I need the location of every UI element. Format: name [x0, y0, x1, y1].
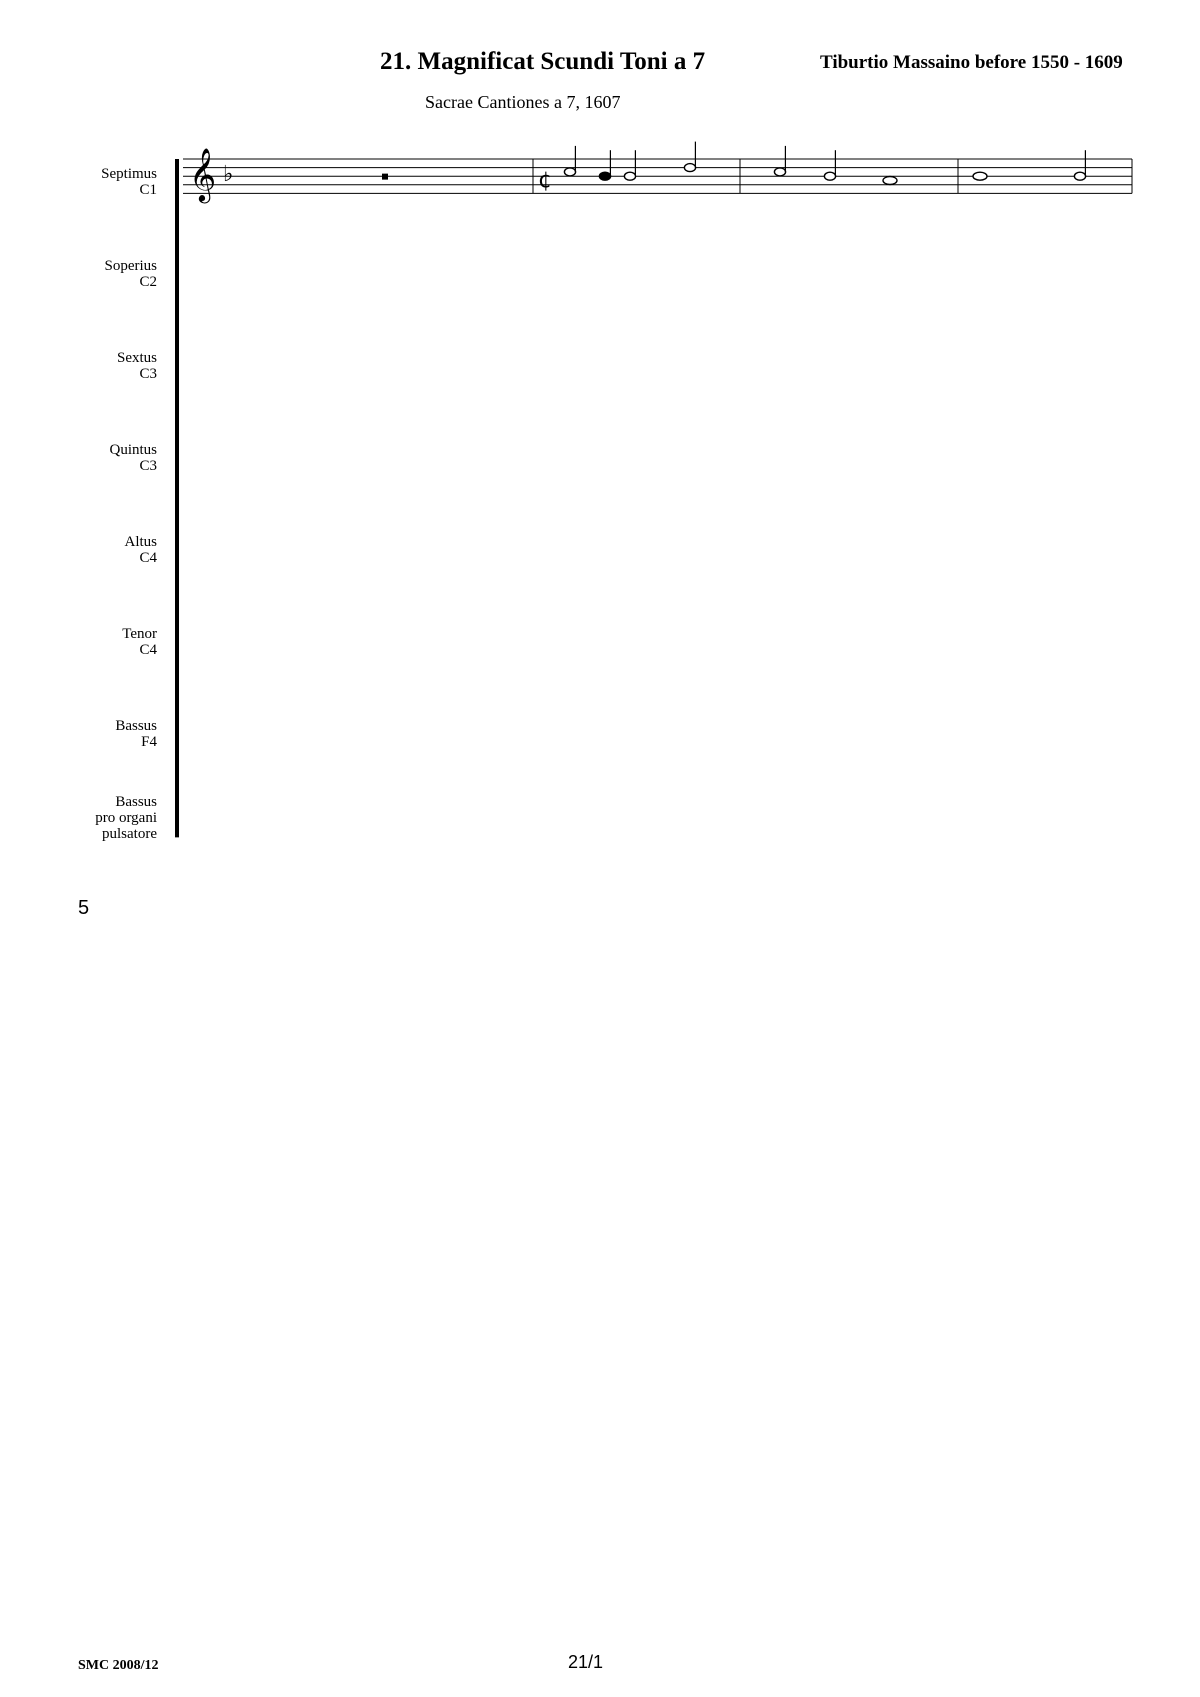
- voice-label-sextus: Sextus C3: [116, 350, 157, 382]
- voice-label-bassus-organ: Bassus pro organi pulsatore: [95, 794, 157, 842]
- note-head: [1074, 172, 1085, 180]
- voice-label-quintus: Quintus C3: [109, 442, 157, 474]
- flat-key-signature-icon: ♭: [223, 162, 234, 188]
- voice-label-soperius: Soperius C2: [104, 258, 157, 290]
- voice-label-bassus: Bassus F4: [115, 718, 157, 750]
- note-head: [774, 168, 785, 176]
- voice-label-tenor: Tenor C4: [122, 626, 157, 658]
- page-number: 21/1: [568, 1652, 604, 1672]
- voice-label-septimus: Septimus C1: [101, 166, 157, 198]
- note-head: [883, 177, 897, 185]
- note-head: [624, 172, 635, 180]
- system-1: [177, 142, 1132, 838]
- note-head: [684, 164, 695, 172]
- treble-clef-icon: 𝄞: [189, 146, 217, 201]
- source-line: Sacrae Cantiones a 7, 1607: [425, 92, 621, 112]
- footer-edition: SMC 2008/12: [78, 1658, 159, 1673]
- composer-name: Tiburtio Massaino before 1550 - 1609: [820, 52, 1123, 73]
- note-head: [824, 172, 835, 180]
- staff-1: [183, 142, 1132, 203]
- piece-title: 21. Magnificat Scundi Toni a 7: [380, 48, 706, 75]
- cut-time-icon: ¢: [538, 167, 552, 193]
- measure-number: 5: [78, 897, 90, 919]
- voice-label-altus: Altus C4: [124, 534, 157, 566]
- note-head: [564, 168, 575, 176]
- measure-rest-icon: [382, 174, 388, 180]
- note-head: [973, 172, 987, 180]
- note-head: [599, 172, 610, 180]
